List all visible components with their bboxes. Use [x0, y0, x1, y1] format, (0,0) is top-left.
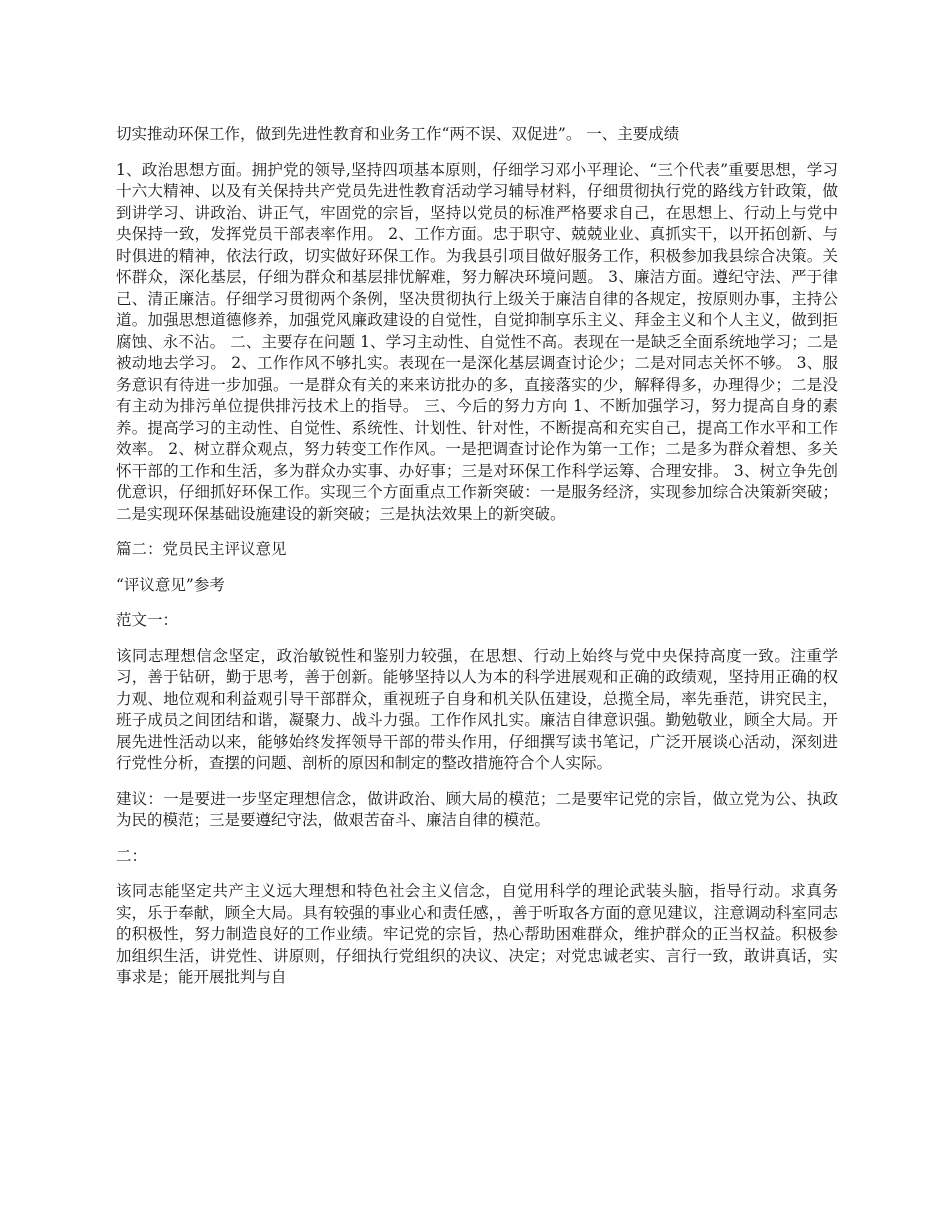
sample-one-heading: 范文一： [116, 611, 179, 629]
sample-two-heading: 二： [116, 846, 148, 865]
suggestion-paragraph: 建议：一是要进一步坚定理想信念，做讲政治、顾大局的模范；二是要牢记党的宗旨，做立党为公、执政为民的模范；三是要遵纪守法，做艰苦奋斗、廉洁自律的模范。 [116, 789, 838, 829]
sample-two-body: 该同志能坚定共产主义远大理想和特色社会主义信念，自觉用科学的理论武装头脑，指导行动。求真务实，乐于奉献，顾全大局。具有较强的事业心和责任感，，善于听取各方面的意见建议，注意调动科室同志的积极性，努力制造良好的工作业绩。牢记党的宗旨，热心帮助困难群众，维护群众的正当权益。积极参加组织生活，讲党性、讲原则，仔细执行党组织的决议、决定；对党忠诚老实、言行一致，敢讲真话，实事求是；能开展批判与自 [116, 882, 838, 986]
document-body [116, 124, 838, 1003]
section-heading: 篇二：党员民主评议意见 [116, 540, 287, 558]
intro-line: 切实推动环保工作，做到先进性教育和业务工作“两不误、双促进”。 一、主要成绩 [116, 125, 680, 143]
main-achievements-paragraph: 1、政治思想方面。拥护党的领导,坚持四项基本原则，仔细学习邓小平理论、“三个代表”重要思想，学习十六大精神、以及有关保持共产党员先进性教育活动学习辅导材料，仔细贯彻执行党的路线方针政策，做到讲学习、讲政治、讲正气，牢固党的宗旨，坚持以党员的标准严格要求自己，在思想上、行动上与党中央保持一致，发挥党员干部表率作用。 2、工作方面。忠于职守、兢兢业业、真抓实干，以开拓创新、与时俱进的精神，依法行政，切实做好环保工作。为我县引项目做好服务工作，积极参加我县综合决策。关怀群众，深化基层，仔细为群众和基层排忧解难，努力解决环境问题。 3、廉洁方面。遵纪守法、严于律己、清正廉洁。仔细学习贯彻两个条例，坚决贯彻执行上级关于廉洁自律的各规定，按原则办事，主持公道。加强思想道德修养，加强党风廉政建设的自觉性，自觉抑制享乐主义、拜金主义和个人主义，做到拒腐蚀、永不沾。 二、主要存在问题 1、学习主动性、自觉性不高。表现在一是缺乏全面系统地学习；二是被动地去学习。 2、工作作风不够扎实。表现在一是深化基层调查讨论少；二是对同志关怀不够。 3、服务意识有待进一步加强。一是群众有关的来来访批办的多，直接落实的少，解释得多，办理得少；二是没有主动为排污单位提供排污技术上的指导。 三、今后的努力方向 1、不断加强学习，努力提高自身的素养。提高学习的主动性、自觉性、系统性、计划性、针对性，不断提高和充实自己，提高工作水平和工作效率。 2、树立群众观点，努力转变工作作风。一是把调查讨论作为第一工作；二是多为群众着想、多关怀干部的工作和生活，多为群众办实事、办好事；三是对环保工作科学运筹、合理安排。 3、树立争先创优意识，仔细抓好环保工作。实现三个方面重点工作新突破：一是服务经济，实现参加综合决策新突破；二是实现环保基础设施建设的新突破；三是执法效果上的新突破。 [116, 160, 838, 523]
sample-one-body: 该同志理想信念坚定，政治敏锐性和鉴别力较强，在思想、行动上始终与党中央保持高度一致。注重学习，善于钻研，勤于思考，善于创新。能够坚持以人为本的科学进展观和正确的政绩观，坚持用正确的权力观、地位观和利益观引导干部群众，重视班子自身和机关队伍建设，总揽全局，率先垂范，讲究民主，班子成员之间团结和谐，凝聚力、战斗力强。工作作风扎实。廉洁自律意识强。勤勉敬业，顾全大局。开展先进性活动以来，能够始终发挥领导干部的带头作用，仔细撰写读书笔记，广泛开展谈心活动，深刻进行党性分析，查摆的问题、剖析的原因和制定的整改措施符合个人实际。 [116, 646, 838, 772]
subheading-reference: “评议意见”参考 [116, 575, 225, 594]
